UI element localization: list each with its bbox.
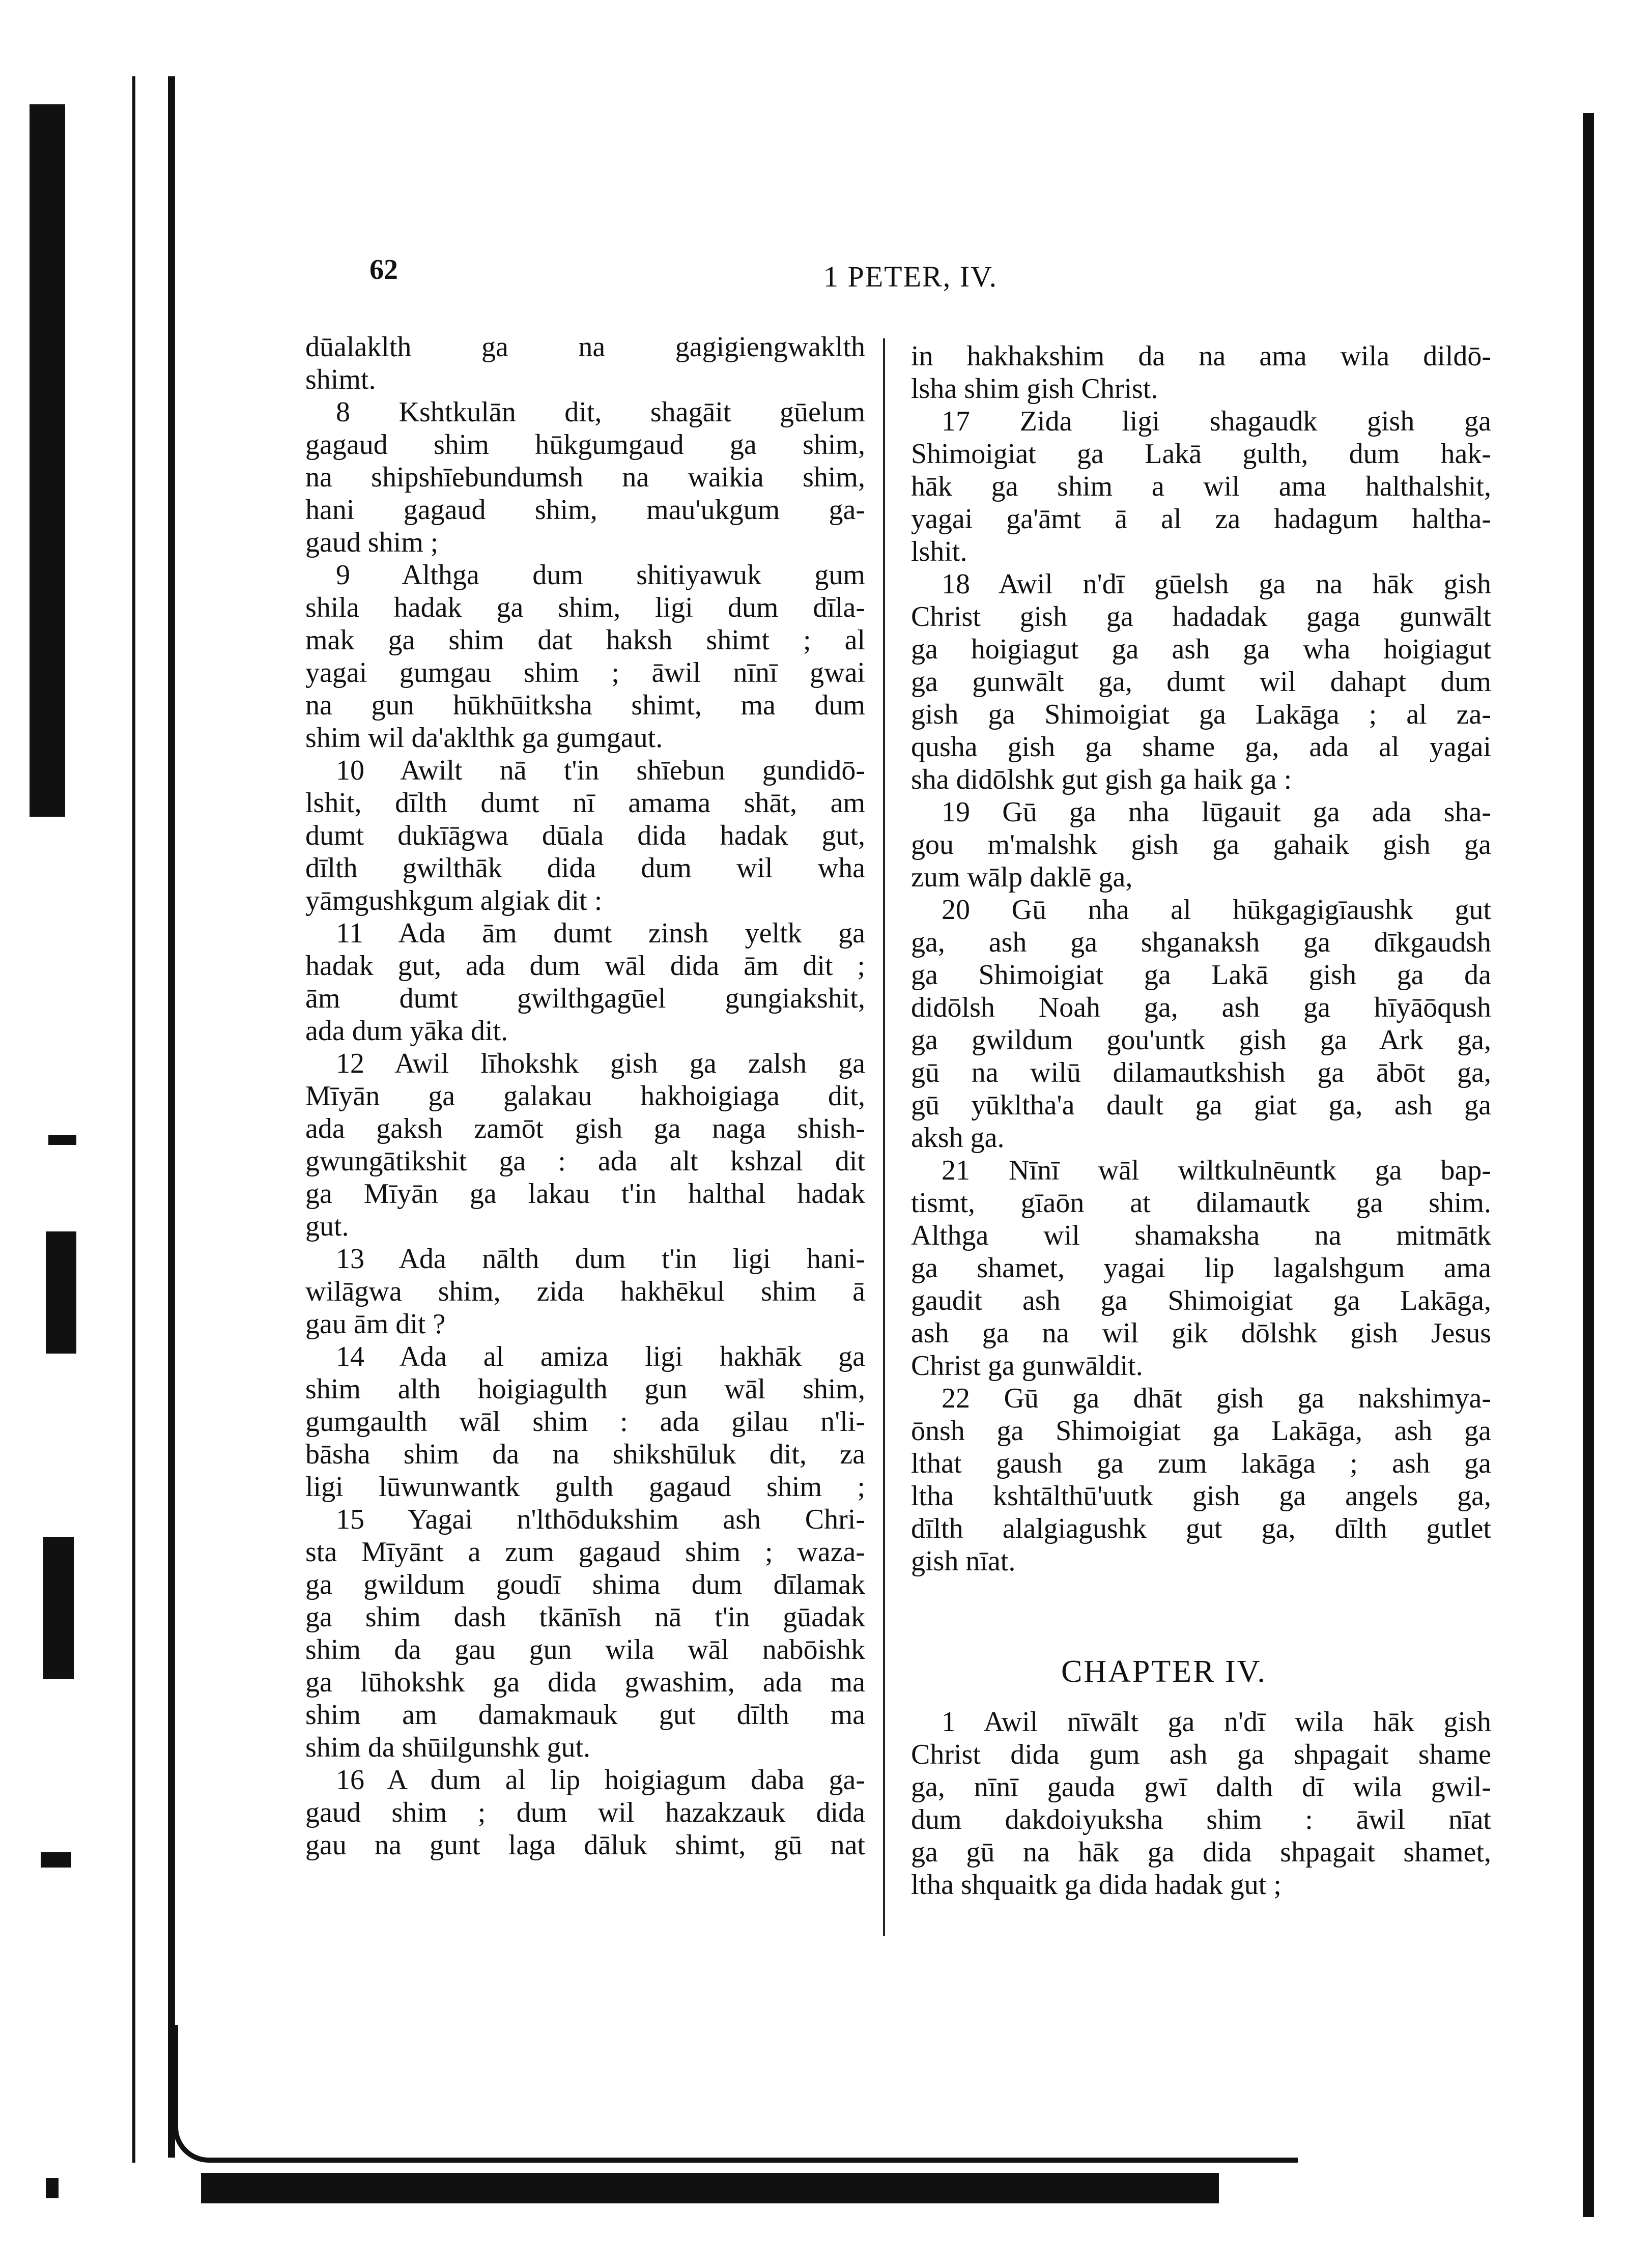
text-line: Althga wil shamaksha na mitmātk [911,1220,1491,1251]
text-line: gou m'malshk gish ga gahaik gish ga [911,829,1491,860]
text-line: gaud shim ; [305,527,439,558]
text-line: 15 Yagai n'lthōdukshim ash Chri- [336,1504,865,1535]
text-line: lthat gaush ga zum lakāga ; ash ga [911,1448,1491,1479]
text-line: ga, ash ga shganaksh ga dīkgaudsh [911,927,1491,958]
text-line: didōlsh Noah ga, ash ga hīyāōqush [911,992,1491,1023]
running-head: 1 PETER, IV. [823,260,998,293]
text-line: gut. [305,1211,349,1242]
text-line: ltha kshtālthū'uutk gish ga angels ga, [911,1480,1491,1512]
text-line: ōnsh ga Shimoigiat ga Lakāga, ash ga [911,1415,1491,1447]
text-line: gau na gunt laga dāluk shimt, gū nat [305,1829,865,1861]
text-line: dumt dukīāgwa dūala dida hadak gut, [305,820,865,851]
text-line: shila hadak ga shim, ligi dum dīla- [305,592,865,623]
text-line: 16 A dum al lip hoigiagum daba ga- [336,1764,865,1796]
text-line: ga gwildum goudī shima dum dīlamak [305,1569,865,1600]
text-line: yagai gumgau shim ; āwil nīnī gwai [305,657,865,688]
text-line: gish nīat. [911,1545,1016,1577]
page-number: 62 [369,254,398,285]
chapter-heading: CHAPTER IV. [1061,1654,1267,1689]
text-line: zum wālp daklē ga, [911,862,1133,893]
text-line: shim am damakmauk gut dīlth ma [305,1699,865,1731]
right-column [911,340,1491,1577]
column-divider [883,338,885,1936]
text-line: na gun hūkhūitksha shimt, ma dum [305,690,865,721]
page-curl [173,2025,1298,2163]
text-line: ga shim dash tkānīsh nā t'in gūadak [305,1601,865,1633]
text-line: ga, nīnī gauda gwī dalth dī wila gwil- [911,1771,1491,1803]
text-line: tismt, gīaōn at dilamautk ga shim. [911,1187,1491,1219]
text-line: dīlth alalgiagushk gut ga, dīlth gutlet [911,1513,1491,1544]
text-line: ga Mīyān ga lakau t'in halthal hadak [305,1178,865,1210]
text-line: lshit. [911,536,967,567]
text-line: 18 Awil n'dī gūelsh ga na hāk gish [942,568,1491,600]
scan-mark [46,2178,59,2198]
text-line: 22 Gū ga dhāt gish ga nakshimya- [942,1383,1491,1414]
text-line: dūalaklth ga na gagigiengwaklth [305,331,865,363]
text-line: gaud shim ; dum wil hazakzauk dida [305,1797,865,1828]
text-line: ga gunwālt ga, dumt wil dahapt dum [911,666,1491,698]
text-line: 10 Awilt nā t'in shīebun gundidō- [336,755,865,786]
text-line: 21 Nīnī wāl wiltkulnēuntk ga bap- [942,1155,1491,1186]
scan-edge-bottom [201,2173,1219,2203]
text-line: ga shamet, yagai lip lagalshgum ama [911,1252,1491,1284]
text-line: 8 Kshtkulān dit, shagāit gūelum [336,396,865,428]
text-line: 13 Ada nālth dum t'in ligi hani- [336,1243,865,1275]
text-line: sha didōlshk gut gish ga haik ga : [911,764,1292,795]
text-line: 12 Awil līhokshk gish ga zalsh ga [336,1048,865,1079]
text-line: gwungātikshit ga : ada alt kshzal dit [305,1145,865,1177]
text-line: Mīyān ga galakau hakhoigiaga dit, [305,1080,865,1112]
text-line: bāsha shim da na shikshūluk dit, za [305,1439,865,1470]
text-line: yāmgushkgum algiak dit : [305,885,603,916]
text-line: Christ ga gunwāldit. [911,1350,1143,1382]
text-line: ash ga na wil gik dōlshk gish Jesus [911,1317,1491,1349]
text-line: hadak gut, ada dum wāl dida ām dit ; [305,950,865,982]
text-line: 14 Ada al amiza ligi hakhāk ga [336,1341,865,1372]
text-line: 19 Gū ga nha lūgauit ga ada sha- [942,796,1491,828]
text-line: hani gagaud shim, mau'ukgum ga- [305,494,865,526]
text-line: hāk ga shim a wil ama halthalshit, [911,471,1491,502]
chapter-text [911,1706,1491,1901]
text-line: lsha shim gish Christ. [911,373,1158,405]
text-line: Christ dida gum ash ga shpagait shame [911,1739,1491,1770]
text-line: shimt. [305,364,376,395]
scan-mark [48,1135,76,1145]
text-line: Christ gish ga hadadak gaga gunwālt [911,601,1491,633]
text-line: gumgaulth wāl shim : ada gilau n'li- [305,1406,865,1438]
text-line: gū na wilū dilamautkshish ga ābōt ga, [911,1057,1491,1088]
scan-mark [41,1852,71,1868]
text-line: ltha shquaitk ga dida hadak gut ; [911,1869,1281,1901]
text-line: wilāgwa shim, zida hakhēkul shim ā [305,1276,865,1307]
text-line: shim wil da'aklthk ga gumgaut. [305,722,663,754]
text-line: na shipshīebundumsh na waikia shim, [305,462,865,493]
text-line: 17 Zida ligi shagaudk gish ga [942,406,1491,437]
text-line: dīlth gwilthāk dida dum wil wha [305,852,865,884]
text-line: qusha gish ga shame ga, ada al yagai [911,731,1491,763]
text-line: ligi lūwunwantk gulth gagaud shim ; [305,1471,865,1503]
left-column [305,331,865,1861]
scan-edge-left [30,104,65,817]
text-line: gaudit ash ga Shimoigiat ga Lakāga, [911,1285,1491,1316]
text-line: shim da shūilgunshk gut. [305,1732,591,1763]
text-line: ga Shimoigiat ga Lakā gish ga da [911,959,1491,991]
text-line: ga lūhokshk ga dida gwashim, ada ma [305,1667,865,1698]
scan-mark [43,1537,74,1679]
text-line: ga gwildum gou'untk gish ga Ark ga, [911,1024,1491,1056]
text-line: 1 Awil nīwālt ga n'dī wila hāk gish [942,1706,1491,1738]
text-line: mak ga shim dat haksh shimt ; al [305,624,865,656]
text-line: ām dumt gwilthgagūel gungiakshit, [305,983,865,1014]
text-line: sta Mīyānt a zum gagaud shim ; waza- [305,1536,865,1568]
book-spine-edge [168,76,175,2158]
text-line: yagai ga'āmt ā al za hadagum haltha- [911,503,1491,535]
scan-edge-inner [132,76,135,2163]
text-line: gagaud shim hūkgumgaud ga shim, [305,429,865,461]
text-line: ga gū na hāk ga dida shpagait shamet, [911,1836,1491,1868]
text-line: 9 Althga dum shitiyawuk gum [336,559,865,591]
text-line: gau ām dit ? [305,1308,446,1340]
text-line: aksh ga. [911,1122,1005,1154]
text-line: shim da gau gun wila wāl nabōishk [305,1634,865,1666]
text-line: ada gaksh zamōt gish ga naga shish- [305,1113,865,1144]
text-line: lshit, dīlth dumt nī amama shāt, am [305,787,865,819]
text-line: dum dakdoiyuksha shim : āwil nīat [911,1804,1491,1835]
text-line: 11 Ada ām dumt zinsh yeltk ga [336,917,865,949]
scan-edge-right [1583,113,1594,2217]
text-line: gū yūkltha'a dault ga giat ga, ash ga [911,1089,1491,1121]
text-line: in hakhakshim da na ama wila dildō- [911,340,1491,372]
text-line: 20 Gū nha al hūkgagigīaushk gut [942,894,1491,926]
text-line: ada dum yāka dit. [305,1015,508,1047]
text-line: Shimoigiat ga Lakā gulth, dum hak- [911,438,1491,470]
scan-mark [46,1231,76,1354]
text-line: gish ga Shimoigiat ga Lakāga ; al za- [911,699,1491,730]
text-line: shim alth hoigiagulth gun wāl shim, [305,1373,865,1405]
text-line: ga hoigiagut ga ash ga wha hoigiagut [911,634,1491,665]
